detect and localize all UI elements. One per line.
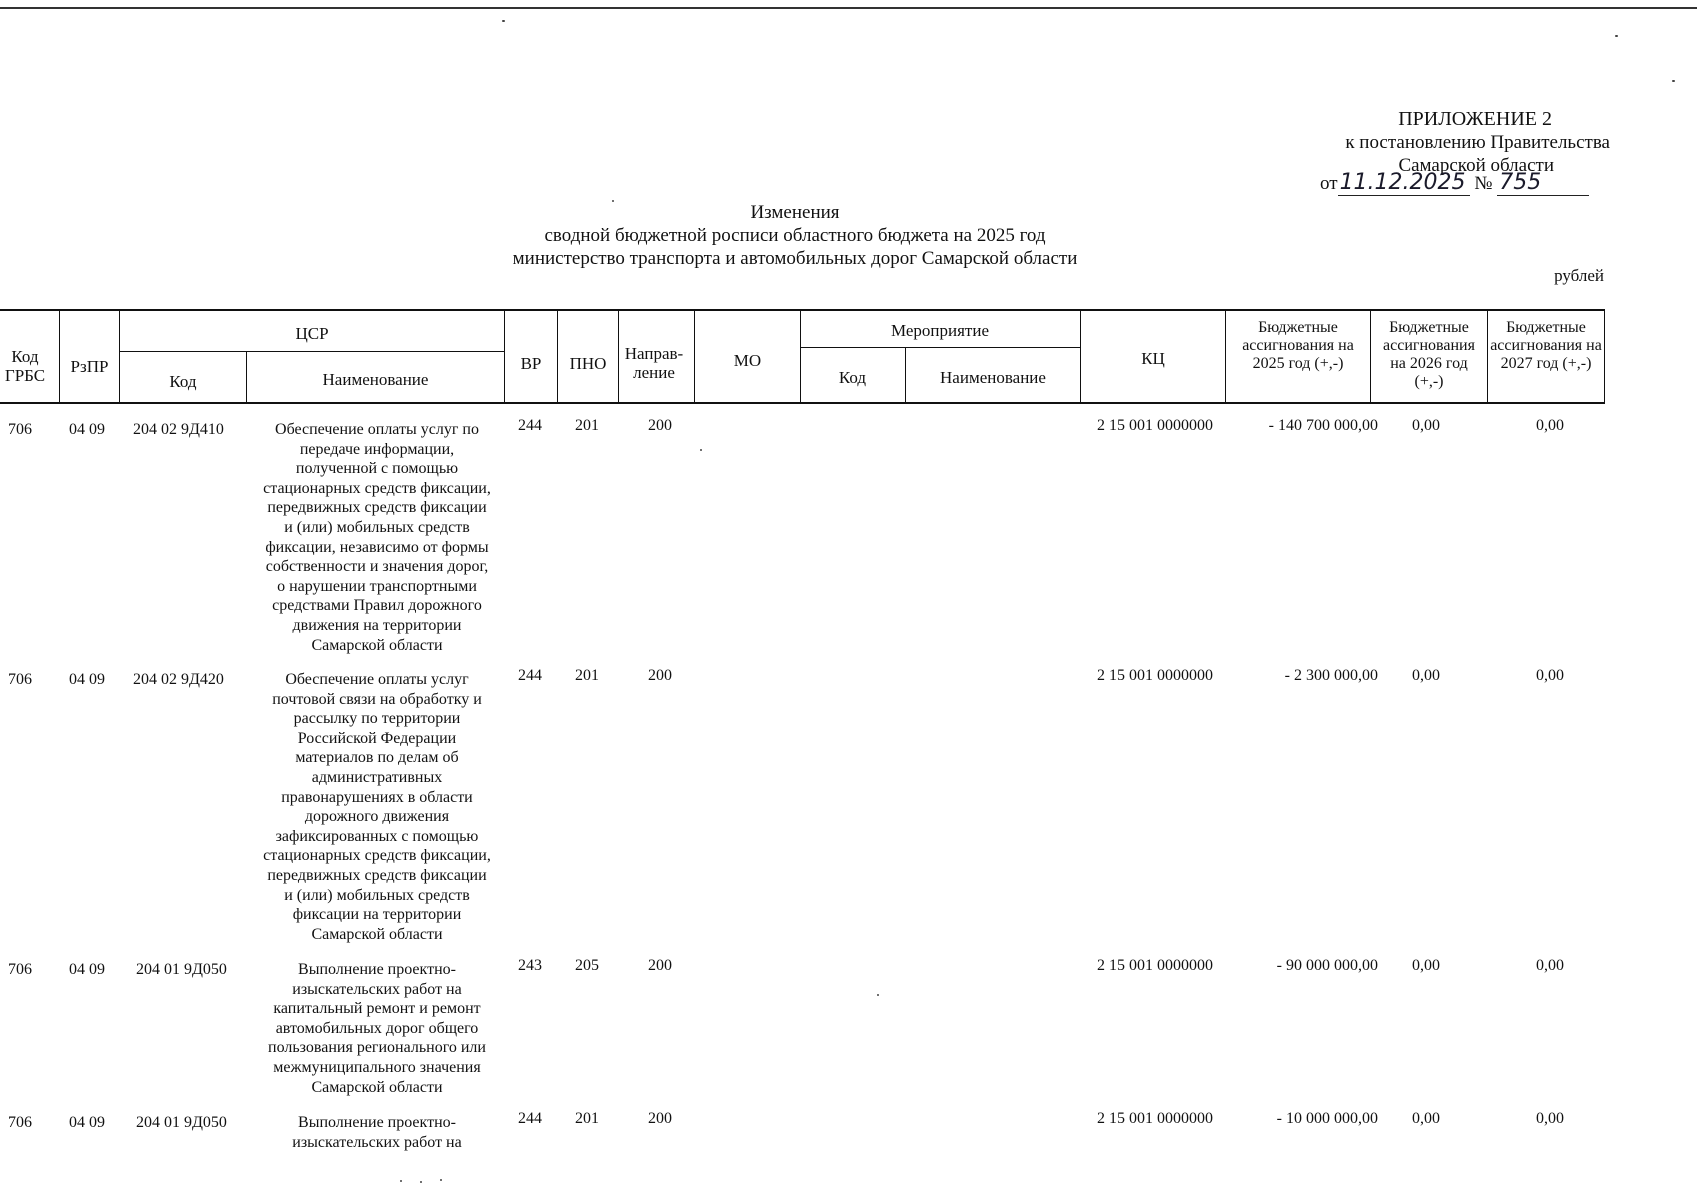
cell-budget-2025: - 140 700 000,00 xyxy=(1268,417,1378,434)
name-line: почтовой связи на обработку и xyxy=(272,690,482,708)
cell-budget-2027: 0,00 xyxy=(1536,957,1564,974)
name-line: капитальный ремонт и ремонт xyxy=(273,1000,481,1018)
cell-csr-name xyxy=(247,670,507,944)
header-budget-2025: Бюджетные ассигнования на 2025 год (+,-) xyxy=(1242,319,1354,372)
cell-grbs: 706 xyxy=(8,1114,32,1131)
cell-vr: 244 xyxy=(518,417,542,434)
cell-vr: 244 xyxy=(518,667,542,684)
scan-speck xyxy=(400,1180,402,1182)
name-line: стационарных средств фиксации, xyxy=(263,847,491,865)
header-rzpr: РзПР xyxy=(70,357,109,376)
cell-budget-2027: 0,00 xyxy=(1536,1110,1564,1127)
header-csr-code: Код xyxy=(169,372,197,391)
name-line: фиксации, независимо от формы xyxy=(265,538,489,556)
cell-csr-code: 204 01 9Д050 xyxy=(136,961,227,978)
name-line: изыскательских работ на xyxy=(292,980,462,998)
cell-budget-2027: 0,00 xyxy=(1536,667,1564,684)
name-line: передаче информации, xyxy=(299,440,455,458)
cell-direction: 200 xyxy=(648,417,672,434)
cell-grbs: 706 xyxy=(8,671,32,688)
handwritten-number: 755 xyxy=(1497,170,1589,196)
cell-kc: 2 15 001 0000000 xyxy=(1097,667,1213,684)
appendix-resolution-line: к постановлению Правительства xyxy=(1345,132,1610,153)
cell-pno: 205 xyxy=(575,957,599,974)
cell-budget-2025: - 10 000 000,00 xyxy=(1276,1110,1378,1127)
name-line: Выполнение проектно- xyxy=(298,961,456,978)
cell-rzpr: 04 09 xyxy=(69,671,105,688)
name-line: административных xyxy=(311,768,443,786)
document-heading xyxy=(470,201,1120,270)
name-line: фиксации на территории xyxy=(292,906,462,924)
name-line: собственности и значения дорог, xyxy=(265,558,489,576)
scan-speck xyxy=(1615,35,1618,37)
header-csr: ЦСР xyxy=(295,324,329,343)
name-line: движения на территории xyxy=(292,616,462,634)
name-line: средствами Правил дорожного xyxy=(272,597,482,615)
name-line: Выполнение проектно- xyxy=(298,1114,456,1131)
header-event-code: Код xyxy=(838,368,867,387)
heading-line-3: министерство транспорта и автомобильных дорог Самарской области xyxy=(512,248,1078,269)
name-line: о нарушении транспортными xyxy=(277,577,477,595)
scan-speck xyxy=(1672,80,1675,82)
header-event-name: Наименование xyxy=(940,368,1046,387)
name-line: рассылку по территории xyxy=(293,710,461,728)
cell-budget-2025: - 2 300 000,00 xyxy=(1284,667,1378,684)
name-line: передвижных средств фиксации xyxy=(267,499,487,517)
header-budget-2027: Бюджетные ассигнования на 2027 год (+,-) xyxy=(1490,319,1602,372)
name-line: межмуниципального значения xyxy=(273,1058,481,1076)
cell-grbs: 706 xyxy=(8,421,32,438)
cell-kc: 2 15 001 0000000 xyxy=(1097,1110,1213,1127)
number-prefix: № xyxy=(1474,173,1493,194)
name-line: передвижных средств фиксации xyxy=(267,866,487,884)
heading-line-1: Изменения xyxy=(750,202,840,223)
cell-budget-2026: 0,00 xyxy=(1412,667,1440,684)
cell-budget-2026: 0,00 xyxy=(1412,1110,1440,1127)
header-mid-line-csr xyxy=(120,351,505,352)
name-line: материалов по делам об xyxy=(295,749,459,767)
header-top-line xyxy=(0,309,1605,311)
scan-speck xyxy=(700,449,702,451)
name-line: изыскательских работ на xyxy=(292,1133,462,1151)
header-direction: Направ-ление xyxy=(624,344,684,382)
appendix-block xyxy=(1345,108,1610,177)
appendix-region-line: Самарской области xyxy=(1398,155,1554,176)
cell-rzpr: 04 09 xyxy=(69,421,105,438)
date-prefix: от xyxy=(1320,173,1338,194)
scan-speck xyxy=(440,1179,442,1181)
name-line: и (или) мобильных средств xyxy=(284,518,470,536)
handwritten-date: 11.12.2025 xyxy=(1338,170,1470,196)
name-line: Самарской области xyxy=(311,636,443,654)
cell-vr: 244 xyxy=(518,1110,542,1127)
heading-line-2: сводной бюджетной росписи областного бюджета на 2025 год xyxy=(544,225,1046,246)
header-mid-line-event xyxy=(800,347,1080,348)
name-line: Обеспечение оплаты услуг по xyxy=(275,421,479,438)
name-line: Обеспечение оплаты услуг xyxy=(285,671,469,688)
scan-speck xyxy=(420,1181,422,1183)
name-line: и (или) мобильных средств xyxy=(284,886,470,904)
name-line: автомобильных дорог общего xyxy=(275,1019,479,1037)
cell-pno: 201 xyxy=(575,667,599,684)
cell-csr-name xyxy=(250,1113,504,1152)
name-line: зафиксированных с помощью xyxy=(275,827,479,845)
cell-budget-2025: - 90 000 000,00 xyxy=(1276,957,1378,974)
header-vline xyxy=(1225,309,1226,404)
cell-budget-2026: 0,00 xyxy=(1412,417,1440,434)
name-line: правонарушениях в области xyxy=(281,788,473,806)
units-label: рублей xyxy=(1554,266,1604,285)
header-kc: КЦ xyxy=(1141,349,1165,368)
header-csr-name: Наименование xyxy=(322,370,429,389)
header-vline xyxy=(1604,309,1605,404)
name-line: Самарской области xyxy=(311,1078,443,1096)
header-vline xyxy=(618,309,619,404)
cell-direction: 200 xyxy=(648,957,672,974)
cell-direction: 200 xyxy=(648,667,672,684)
cell-budget-2027: 0,00 xyxy=(1536,417,1564,434)
header-bottom-line xyxy=(0,402,1605,404)
cell-grbs: 706 xyxy=(8,961,32,978)
name-line: дорожного движения xyxy=(304,808,450,826)
name-line: Самарской области xyxy=(311,925,443,943)
header-vline xyxy=(1487,309,1488,404)
cell-vr: 243 xyxy=(518,957,542,974)
cell-csr-name xyxy=(250,960,504,1097)
header-grbs: Код ГРБС xyxy=(4,347,46,385)
header-budget-2026: Бюджетные ассигнования на 2026 год (+,-) xyxy=(1383,319,1475,390)
cell-csr-code: 204 02 9Д420 xyxy=(133,671,224,688)
header-vr: ВР xyxy=(520,354,542,373)
name-line: пользования регионального или xyxy=(268,1039,486,1057)
appendix-date-number xyxy=(1320,170,1589,196)
cell-kc: 2 15 001 0000000 xyxy=(1097,957,1213,974)
top-border-line xyxy=(0,7,1697,9)
cell-pno: 201 xyxy=(575,417,599,434)
cell-rzpr: 04 09 xyxy=(69,961,105,978)
cell-kc: 2 15 001 0000000 xyxy=(1097,417,1213,434)
cell-budget-2026: 0,00 xyxy=(1412,957,1440,974)
scan-speck xyxy=(877,994,879,996)
cell-csr-code: 204 02 9Д410 xyxy=(133,421,224,438)
name-line: стационарных средств фиксации, xyxy=(263,479,491,497)
cell-rzpr: 04 09 xyxy=(69,1114,105,1131)
cell-direction: 200 xyxy=(648,1110,672,1127)
cell-csr-code: 204 01 9Д050 xyxy=(136,1114,227,1131)
header-pno: ПНО xyxy=(569,354,607,373)
header-vline xyxy=(1370,309,1371,404)
scan-speck xyxy=(502,20,505,22)
name-line: полученной с помощью xyxy=(295,460,459,478)
cell-csr-name xyxy=(247,420,507,655)
header-event: Мероприятие xyxy=(890,321,990,340)
header-mo: МО xyxy=(733,351,762,370)
appendix-title: ПРИЛОЖЕНИЕ 2 xyxy=(1398,108,1552,130)
cell-pno: 201 xyxy=(575,1110,599,1127)
name-line: Российской Федерации xyxy=(297,729,457,747)
